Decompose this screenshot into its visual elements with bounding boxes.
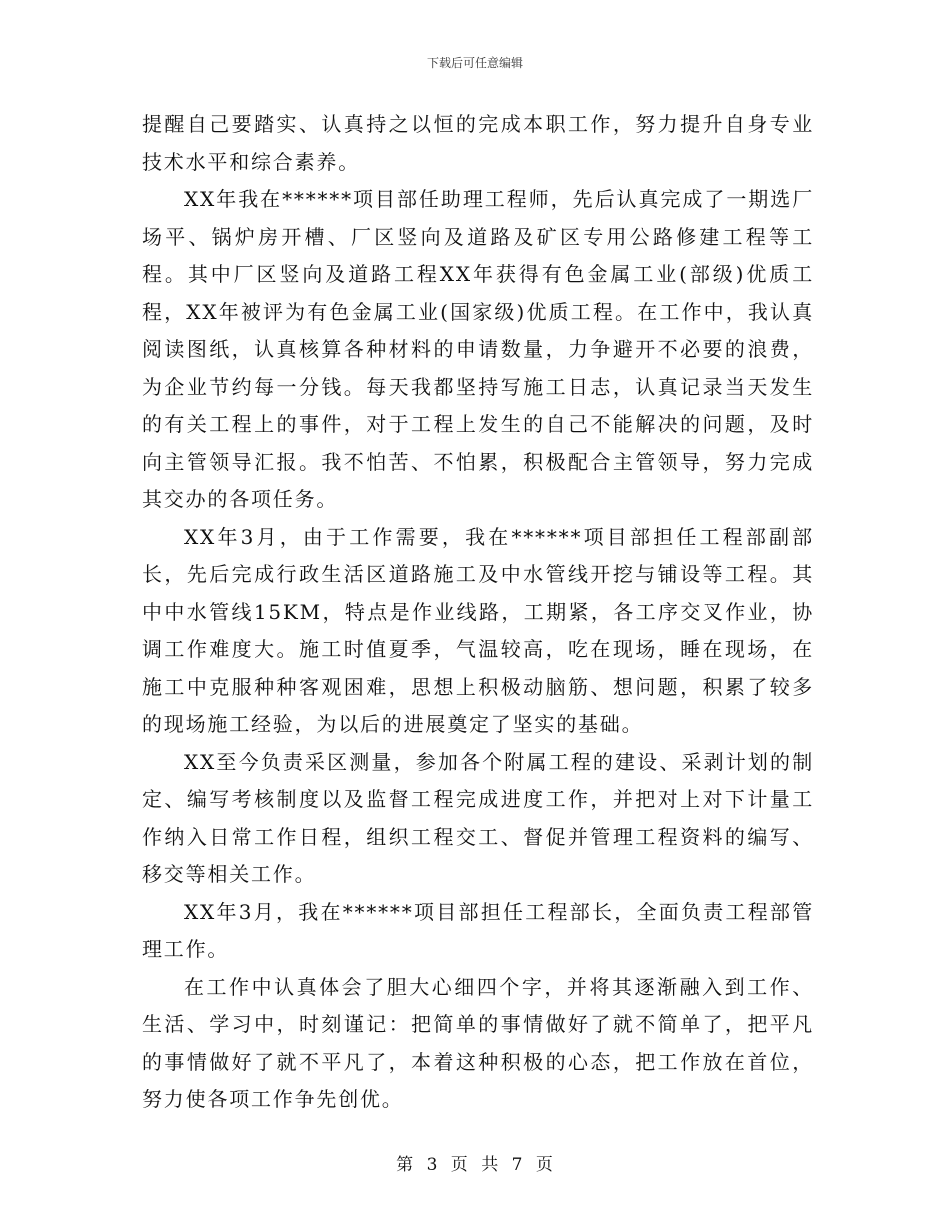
footer-current-page: 3 (426, 1155, 439, 1175)
footer-label-total: 共 (481, 1155, 500, 1175)
footer-label-unit: 页 (450, 1155, 469, 1175)
paragraph-deputy-director: XX年3月，由于工作需要，我在******项目部担任工程部副部长，先后完成行政生活区道路施工及中水管线开挖与铺设等工程。其中中水管线15KM，特点是作业线路，工期紧，各工序交叉作业，协调工作难度大。施工时值夏季，气温较高，吃在现场，睡在现场，在施工中克服种种客观困难，思想上积极动脑筋、想问题，积累了较多的现场施工经验，为以后的进展奠定了坚实的基础。 (142, 524, 814, 736)
paragraph-continuation: 提醒自己要踏实、认真持之以恒的完成本职工作，努力提升自身专业技术水平和综合素养。 (142, 112, 814, 174)
paragraph-assistant-engineer: XX年我在******项目部任助理工程师，先后认真完成了一期选厂场平、锅炉房开槽、厂区竖向及道路及矿区专用公路修建工程等工程。其中厂区竖向及道路工程XX年获得有色金属工业(部级)优质工程，XX年被评为有色金属工业(国家级)优质工程。在工作中，我认真阅读图纸，认真核算各种材料的申请数量，力争避开不必要的浪费，为企业节约每一分钱。每天我都坚持写施工日志，认真记录当天发生的有关工程上的事件，对于工程上发生的自己不能解决的问题，及时向主管领导汇报。我不怕苦、不怕累，积极配合主管领导，努力完成其交办的各项任务。 (142, 187, 814, 511)
footer-total-pages: 7 (511, 1155, 524, 1175)
footer-label-page: 第 (396, 1155, 415, 1175)
header-note: 下载后可任意编辑 (426, 56, 523, 70)
paragraph-conclusion: 在工作中认真体会了胆大心细四个字，并将其逐渐融入到工作、生活、学习中，时刻谨记：把简单的事情做好了就不简单了，把平凡的事情做好了就不平凡了，本着这种积极的心态，把工作放在首位，努力使各项工作争先创优。 (142, 974, 814, 1111)
paragraph-director: XX年3月，我在******项目部担任工程部长，全面负责工程部管理工作。 (142, 899, 814, 961)
footer-label-unit-2: 页 (535, 1155, 554, 1175)
page-number-footer (0, 1150, 950, 1175)
paragraph-mining-survey: XX至今负责采区测量，参加各个附属工程的建设、采剥计划的制定、编写考核制度以及监督工程完成进度工作，并把对上对下计量工作纳入日常工作日程，组织工程交工、督促并管理工程资料的编写、移交等相关工作。 (142, 749, 814, 886)
document-body (142, 106, 814, 1119)
